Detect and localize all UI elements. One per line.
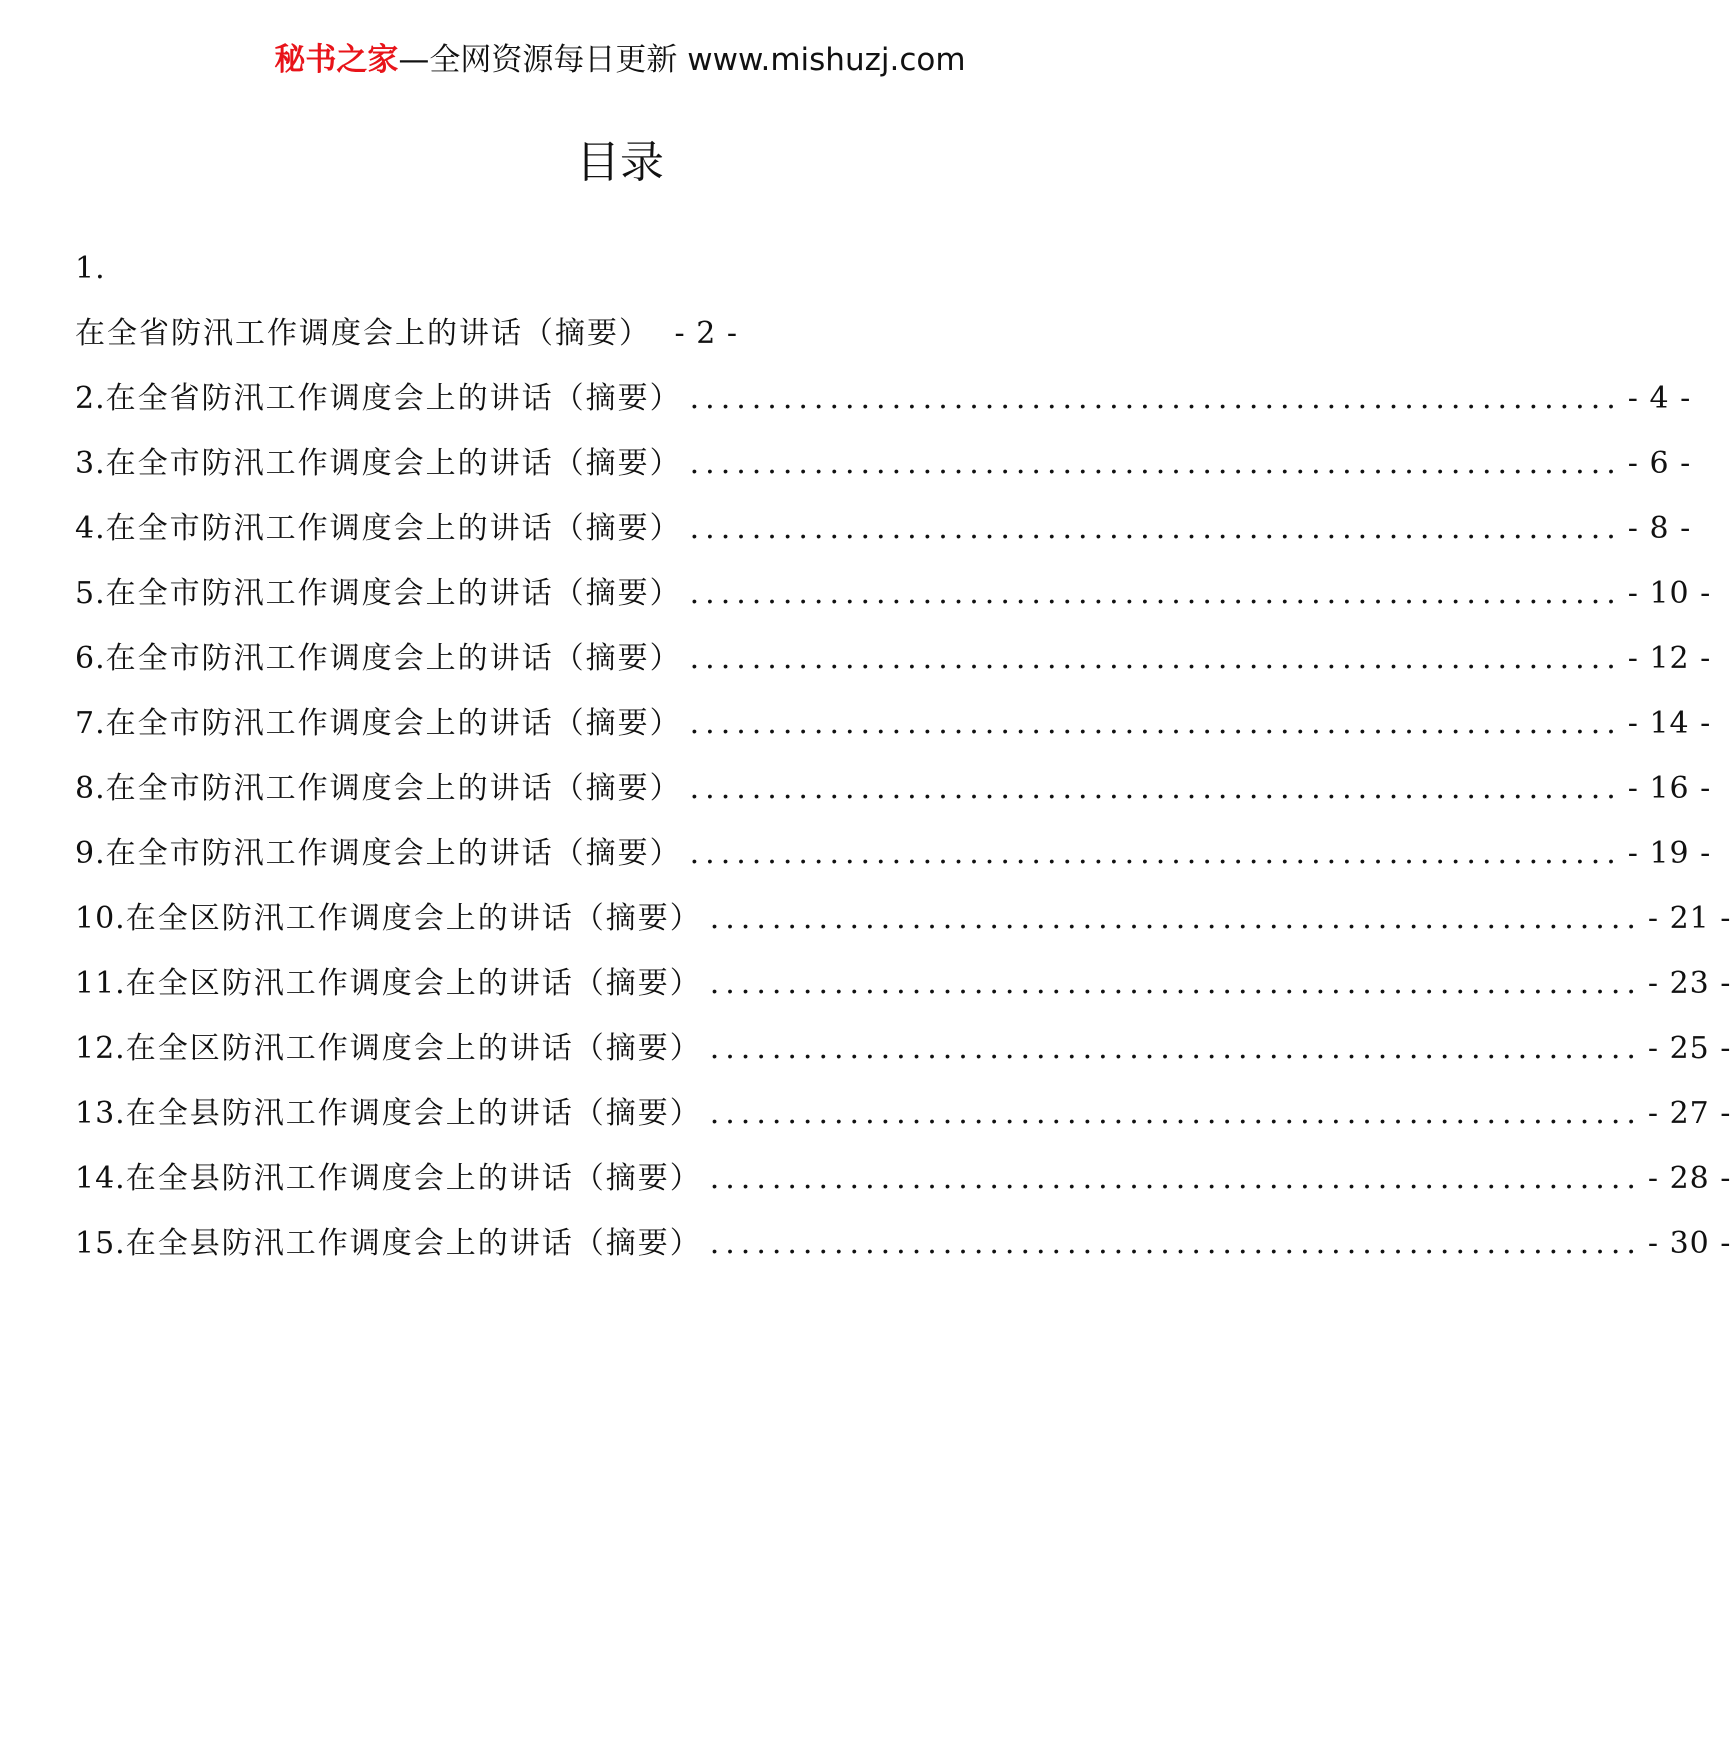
toc-entry-number: 11.	[75, 966, 126, 1001]
toc-entry-title: 在全市防汛工作调度会上的讲话（摘要）	[105, 771, 682, 806]
toc-entry-title: 在全市防汛工作调度会上的讲话（摘要）	[105, 836, 682, 871]
toc-entry-number: 6.	[75, 641, 106, 676]
toc-entry-page: - 6 -	[1627, 446, 1692, 481]
toc-entry-title: 在全市防汛工作调度会上的讲话（摘要）	[105, 641, 682, 676]
toc-entry-page: - 8 -	[1627, 511, 1692, 546]
dot-leader: ............................................................	[689, 641, 1622, 676]
toc-entry-number: 3.	[75, 446, 106, 481]
toc-entry-number: 1.	[75, 251, 106, 286]
toc-entry[interactable]	[75, 496, 1692, 561]
toc-entry-number: 5.	[75, 576, 106, 611]
toc-entry-number: 2.	[75, 381, 106, 416]
dot-leader: ............................................................	[709, 1031, 1642, 1066]
toc-entry-page: - 25 -	[1647, 1031, 1731, 1066]
toc-entry-number: 13.	[75, 1096, 126, 1131]
brand-name: 秘书之家	[274, 42, 399, 78]
toc-entry[interactable]	[75, 626, 1712, 691]
banner-tagline: —全网资源每日更新 www.mishuzj.com	[398, 42, 966, 78]
toc-entry[interactable]	[75, 951, 1731, 1016]
toc-entry[interactable]	[75, 886, 1731, 951]
toc-entry-page: - 16 -	[1627, 771, 1712, 806]
toc-entry-number: 4.	[75, 511, 106, 546]
page-title: 目录	[576, 137, 664, 188]
site-banner	[0, 38, 1240, 82]
toc-entry-title: 在全市防汛工作调度会上的讲话（摘要）	[105, 446, 682, 481]
toc-entry-number: 7.	[75, 706, 106, 741]
toc-entry-page: - 21 -	[1647, 901, 1731, 936]
toc-entry-number: 12.	[75, 1031, 126, 1066]
toc-entry[interactable]	[75, 1081, 1731, 1146]
toc-entry-title: 在全区防汛工作调度会上的讲话（摘要）	[125, 901, 702, 936]
dot-leader: ............................................................	[709, 1096, 1642, 1131]
toc-entry-1-number-line[interactable]	[75, 236, 1165, 301]
toc-entry-title: 在全市防汛工作调度会上的讲话（摘要）	[105, 706, 682, 741]
dot-leader: ............................................................	[689, 771, 1622, 806]
toc-entry[interactable]	[75, 756, 1712, 821]
toc-entry-title: 在全省防汛工作调度会上的讲话（摘要）	[105, 381, 682, 416]
toc-entry-page: - 4 -	[1627, 381, 1692, 416]
toc-entry[interactable]	[75, 561, 1712, 626]
toc-entry-title: 在全市防汛工作调度会上的讲话（摘要）	[105, 511, 682, 546]
toc-entry-page: - 19 -	[1627, 836, 1712, 871]
toc-entry[interactable]	[75, 1211, 1731, 1276]
dot-leader: ............................................................	[689, 836, 1622, 871]
toc-entry[interactable]	[75, 1016, 1731, 1081]
toc-entry-page: - 23 -	[1647, 966, 1731, 1001]
toc-entry-title: 在全县防汛工作调度会上的讲话（摘要）	[125, 1161, 702, 1196]
toc-entry-page: - 10 -	[1627, 576, 1712, 611]
toc-entry-number: 8.	[75, 771, 106, 806]
toc-entry-page: - 28 -	[1647, 1161, 1731, 1196]
toc-entry-number: 14.	[75, 1161, 126, 1196]
table-of-contents	[75, 236, 1731, 1276]
dot-leader: ............................................................	[709, 901, 1642, 936]
toc-entry-title: 在全市防汛工作调度会上的讲话（摘要）	[105, 576, 682, 611]
dot-leader: ............................................................	[689, 446, 1622, 481]
dot-leader: ............................................................	[689, 576, 1622, 611]
toc-entry-page: - 14 -	[1627, 706, 1712, 741]
toc-entry-number: 9.	[75, 836, 106, 871]
toc-entry-title: 在全县防汛工作调度会上的讲话（摘要）	[125, 1096, 702, 1131]
dot-leader: ............................................................	[689, 381, 1622, 416]
toc-entry-title: 在全省防汛工作调度会上的讲话（摘要）	[75, 316, 651, 351]
toc-entry-1-title-line[interactable]	[75, 301, 1165, 366]
dot-leader: ............................................................	[709, 1226, 1642, 1261]
dot-leader: ............................................................	[689, 511, 1622, 546]
toc-entry[interactable]	[75, 691, 1712, 756]
toc-entry-number: 15.	[75, 1226, 126, 1261]
toc-entry-title: 在全区防汛工作调度会上的讲话（摘要）	[125, 966, 702, 1001]
toc-entry[interactable]	[75, 1146, 1731, 1211]
toc-entry-title: 在全区防汛工作调度会上的讲话（摘要）	[125, 1031, 702, 1066]
toc-entry-page: - 12 -	[1627, 641, 1712, 676]
toc-entry[interactable]	[75, 366, 1692, 431]
dot-leader: ............................................................	[689, 706, 1622, 741]
toc-entry[interactable]	[75, 821, 1712, 886]
toc-entry-number: 10.	[75, 901, 126, 936]
toc-entry[interactable]	[75, 431, 1692, 496]
toc-entry-page: - 30 -	[1647, 1226, 1731, 1261]
toc-entry-title: 在全县防汛工作调度会上的讲话（摘要）	[125, 1226, 702, 1261]
toc-entry-page: - 2 -	[674, 316, 738, 351]
dot-leader: ............................................................	[709, 966, 1642, 1001]
toc-entry-page: - 27 -	[1647, 1096, 1731, 1131]
dot-leader: ............................................................	[709, 1161, 1642, 1196]
